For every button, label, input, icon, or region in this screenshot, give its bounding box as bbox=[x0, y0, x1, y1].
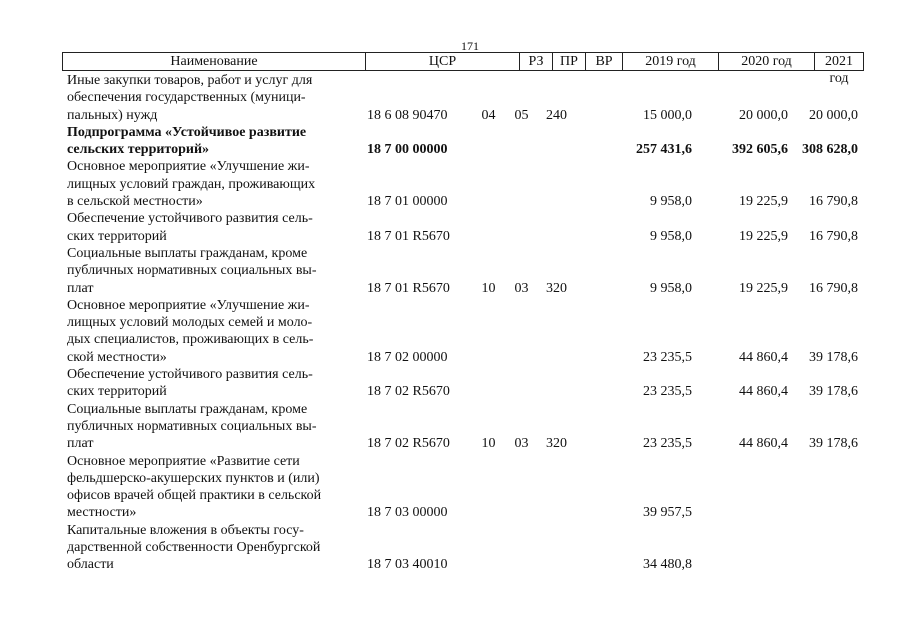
row-2019: 15 000,0 bbox=[643, 107, 692, 123]
row-csr: 18 7 01 R5670 bbox=[367, 280, 450, 296]
row-name-line: области bbox=[67, 557, 114, 573]
header-2021: 2021 год bbox=[825, 54, 853, 86]
row-2020: 44 860,4 bbox=[739, 436, 788, 452]
page-number: 171 bbox=[461, 39, 479, 53]
row-name bbox=[62, 453, 322, 522]
row-rz: 04 bbox=[481, 107, 496, 123]
row-2019: 257 431,6 bbox=[636, 142, 692, 158]
header-name: Наименование bbox=[63, 53, 366, 70]
row-2019: 9 958,0 bbox=[650, 228, 692, 244]
row-2019: 34 480,8 bbox=[643, 557, 692, 573]
row-name-line: лищных условий граждан, проживающих bbox=[67, 176, 316, 192]
table-row bbox=[62, 245, 864, 297]
row-2019: 23 235,5 bbox=[643, 436, 692, 452]
row-2021: 308 628,0 bbox=[802, 142, 858, 158]
row-name-line: дарственной собственности Оренбургской bbox=[67, 540, 321, 556]
row-2020: 44 860,4 bbox=[739, 384, 788, 400]
row-2021: 20 000,0 bbox=[809, 107, 858, 123]
row-2021: 16 790,8 bbox=[809, 280, 858, 296]
row-csr: 18 7 03 40010 bbox=[367, 557, 448, 573]
row-vr: 320 bbox=[546, 280, 567, 296]
row-csr: 18 7 02 R5670 bbox=[367, 436, 450, 452]
row-csr: 18 7 01 00000 bbox=[367, 194, 448, 210]
row-2020: 19 225,9 bbox=[739, 194, 788, 210]
table-row bbox=[62, 297, 864, 366]
header-rz: РЗ bbox=[520, 53, 553, 70]
table-row bbox=[62, 401, 864, 453]
row-name-line: Обеспечение устойчивого развития сель- bbox=[67, 367, 313, 383]
row-name-line: обеспечения государственных (муници- bbox=[67, 90, 306, 106]
row-name bbox=[62, 72, 322, 124]
row-name-line: офисов врачей общей практики в сельской bbox=[67, 488, 322, 504]
row-csr: 18 7 00 00000 bbox=[367, 142, 448, 158]
row-name bbox=[62, 401, 322, 453]
row-name-line: Капитальные вложения в объекты госу- bbox=[67, 522, 304, 538]
header-csr: ЦСР bbox=[366, 53, 520, 70]
row-name-line: плат bbox=[67, 436, 94, 452]
table-row bbox=[62, 453, 864, 522]
row-csr: 18 7 01 R5670 bbox=[367, 228, 450, 244]
row-csr: 18 7 02 00000 bbox=[367, 349, 448, 365]
row-2020: 20 000,0 bbox=[739, 107, 788, 123]
row-2020: 19 225,9 bbox=[739, 228, 788, 244]
row-name bbox=[62, 245, 322, 297]
row-name-line: в сельской местности» bbox=[67, 194, 203, 210]
row-name-line: ской местности» bbox=[67, 349, 167, 365]
row-name bbox=[62, 297, 322, 366]
row-2019: 23 235,5 bbox=[643, 384, 692, 400]
row-name-line: ских территорий bbox=[67, 228, 167, 244]
row-2020: 392 605,6 bbox=[732, 142, 788, 158]
table-row bbox=[62, 366, 864, 401]
row-2019: 23 235,5 bbox=[643, 349, 692, 365]
table-row bbox=[62, 72, 864, 124]
row-name bbox=[62, 210, 322, 245]
table-body bbox=[62, 72, 864, 574]
row-2021: 39 178,6 bbox=[809, 436, 858, 452]
table-row bbox=[62, 210, 864, 245]
header-pr: ПР bbox=[553, 53, 586, 70]
row-name-line: ских территорий bbox=[67, 384, 167, 400]
row-vr: 320 bbox=[546, 436, 567, 452]
row-name-line: Социальные выплаты гражданам, кроме bbox=[67, 245, 308, 261]
table-row bbox=[62, 522, 864, 574]
row-name-line: Социальные выплаты гражданам, кроме bbox=[67, 401, 308, 417]
row-name-line: Основное мероприятие «Улучшение жи- bbox=[67, 297, 310, 313]
row-name-line: местности» bbox=[67, 505, 137, 521]
row-name bbox=[62, 158, 322, 210]
header-2019: 2019 год bbox=[623, 53, 719, 70]
row-name-line: Обеспечение устойчивого развития сель- bbox=[67, 211, 313, 227]
row-csr: 18 6 08 90470 bbox=[367, 107, 448, 123]
row-2020: 44 860,4 bbox=[739, 349, 788, 365]
row-name-line: Подпрограмма «Устойчивое развитие bbox=[67, 124, 307, 140]
row-2019: 39 957,5 bbox=[643, 505, 692, 521]
row-name-line: плат bbox=[67, 280, 94, 296]
row-2019: 9 958,0 bbox=[650, 280, 692, 296]
row-name bbox=[62, 124, 322, 159]
row-name-line: Основное мероприятие «Развитие сети bbox=[67, 453, 300, 469]
row-pr: 03 bbox=[514, 280, 529, 296]
header-vr: ВР bbox=[586, 53, 623, 70]
table-row bbox=[62, 124, 864, 159]
header-2020: 2020 год bbox=[719, 53, 815, 70]
row-rz: 10 bbox=[481, 436, 496, 452]
row-csr: 18 7 02 R5670 bbox=[367, 384, 450, 400]
row-name-line: Иные закупки товаров, работ и услуг для bbox=[67, 73, 313, 88]
table-row bbox=[62, 158, 864, 210]
row-name-line: публичных нормативных социальных вы- bbox=[67, 418, 317, 434]
row-vr: 240 bbox=[546, 107, 567, 123]
row-2019: 9 958,0 bbox=[650, 194, 692, 210]
row-2021: 39 178,6 bbox=[809, 349, 858, 365]
row-name-line: сельских территорий» bbox=[67, 142, 210, 158]
row-name bbox=[62, 522, 322, 574]
row-2021: 16 790,8 bbox=[809, 228, 858, 244]
row-pr: 03 bbox=[514, 436, 529, 452]
row-2021: 39 178,6 bbox=[809, 384, 858, 400]
row-name-line: лищных условий молодых семей и моло- bbox=[67, 315, 313, 331]
row-2021: 16 790,8 bbox=[809, 194, 858, 210]
row-name-line: дых специалистов, проживающих в сель- bbox=[67, 332, 314, 348]
row-pr: 05 bbox=[514, 107, 529, 123]
row-rz: 10 bbox=[481, 280, 496, 296]
row-name-line: фельдшерско-акушерских пунктов и (или) bbox=[67, 470, 320, 486]
row-csr: 18 7 03 00000 bbox=[367, 505, 448, 521]
row-name-line: публичных нормативных социальных вы- bbox=[67, 263, 317, 279]
row-name bbox=[62, 366, 322, 401]
row-2020: 19 225,9 bbox=[739, 280, 788, 296]
row-name-line: пальных) нужд bbox=[67, 107, 158, 123]
row-name-line: Основное мероприятие «Улучшение жи- bbox=[67, 159, 310, 175]
